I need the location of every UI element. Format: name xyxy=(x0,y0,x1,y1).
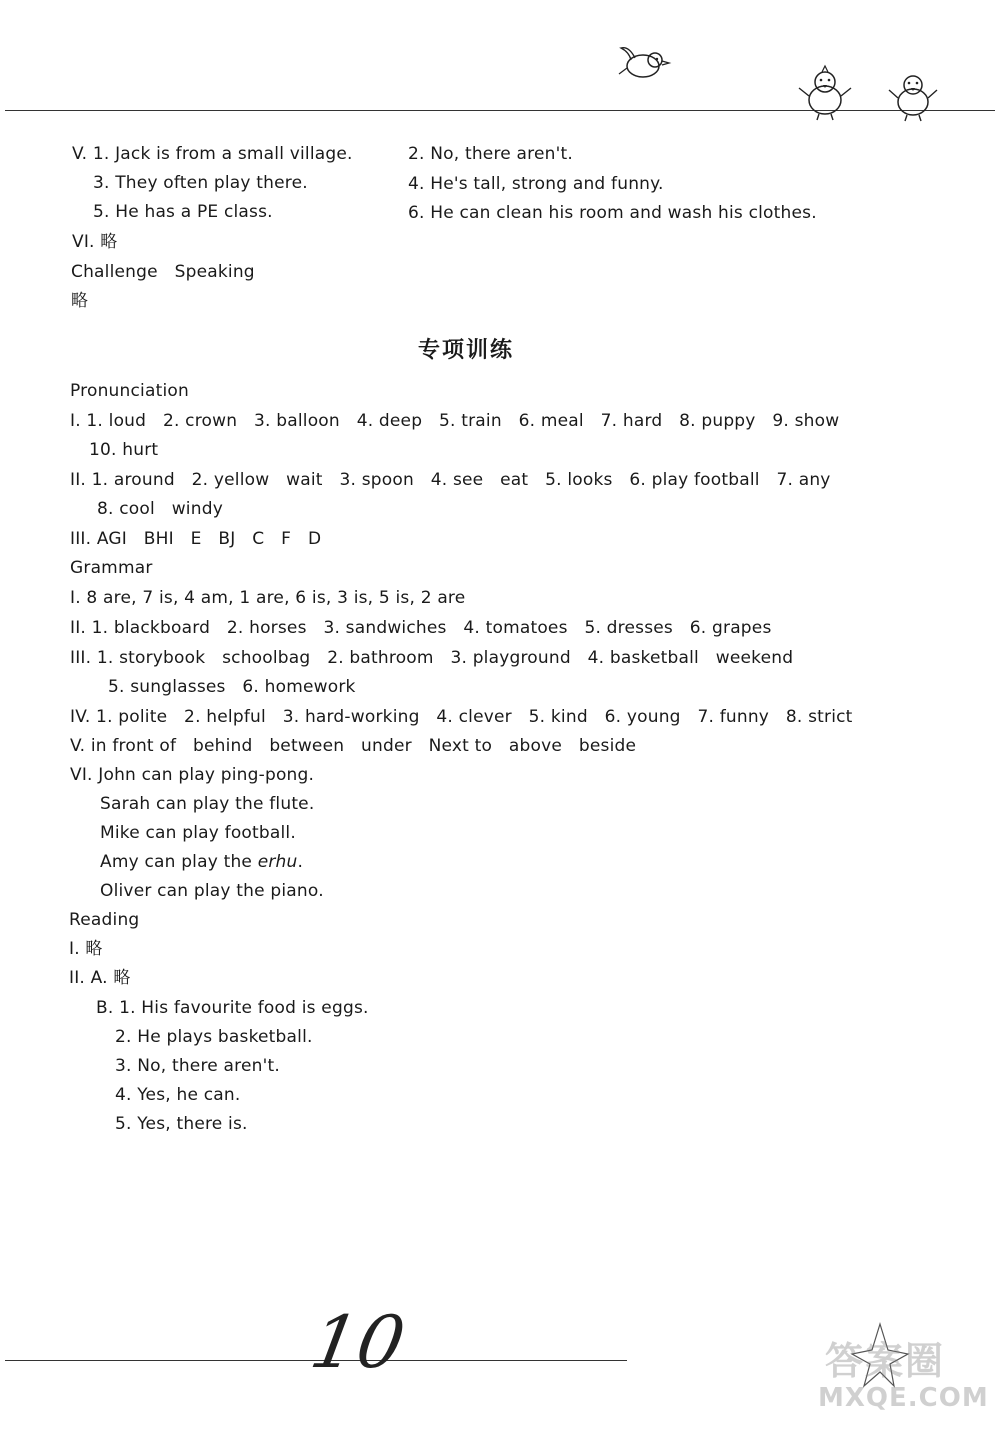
pronunciation-ii-line2: 8. cool windy xyxy=(97,499,223,519)
reading-b-2: 2. He plays basketball. xyxy=(115,1027,313,1047)
reading-b-5: 5. Yes, there is. xyxy=(115,1114,248,1134)
answer-v-5: 5. He has a PE class. xyxy=(93,202,273,222)
answer-v-2: 2. No, there aren't. xyxy=(408,144,573,164)
chick-left-icon xyxy=(795,62,855,124)
chick-right-icon xyxy=(885,66,941,124)
bird-flying-icon xyxy=(615,40,675,85)
grammar-vi-2: Sarah can play the flute. xyxy=(100,794,315,814)
grammar-vi-4 xyxy=(100,851,303,873)
grammar-vi-4-text: Amy can play the xyxy=(100,852,258,872)
challenge-answer: 略 xyxy=(71,291,89,311)
watermark-logo: 答案圈 xyxy=(825,1339,946,1383)
answer-v-4: 4. He's tall, strong and funny. xyxy=(408,174,664,194)
answer-v-1: V. 1. Jack is from a small village. xyxy=(72,144,353,164)
answer-vi: VI. 略 xyxy=(72,232,118,252)
reading-ii-a: II. A. 略 xyxy=(69,968,131,988)
grammar-iii-line1: III. 1. storybook schoolbag 2. bathroom 3. playground 4. basketball weekend xyxy=(70,648,794,668)
grammar-heading: Grammar xyxy=(70,558,153,578)
grammar-iii-line2: 5. sunglasses 6. homework xyxy=(108,677,356,697)
answer-v-6: 6. He can clean his room and wash his clothes. xyxy=(408,203,817,223)
pronunciation-i-line1: I. 1. loud 2. crown 3. balloon 4. deep 5. train 6. meal 7. hard 8. puppy 9. show xyxy=(70,411,840,431)
grammar-vi-4-erhu: erhu xyxy=(257,852,298,872)
grammar-vi-4-period: . xyxy=(297,852,304,872)
pronunciation-i-line2: 10. hurt xyxy=(89,440,159,460)
page-number: 10 xyxy=(304,1300,412,1384)
grammar-i: I. 8 are, 7 is, 4 am, 1 are, 6 is, 3 is, 5 is, 2 are xyxy=(70,588,466,608)
pronunciation-ii-line1: II. 1. around 2. yellow wait 3. spoon 4. see eat 5. looks 6. play football 7. any xyxy=(70,470,831,490)
pronunciation-heading: Pronunciation xyxy=(70,381,189,401)
pronunciation-iii: III. AGI BHI E BJ C F D xyxy=(70,529,322,549)
reading-b-4: 4. Yes, he can. xyxy=(115,1085,241,1105)
grammar-ii: II. 1. blackboard 2. horses 3. sandwiches 4. tomatoes 5. dresses 6. grapes xyxy=(70,618,772,638)
answer-v-3: 3. They often play there. xyxy=(93,173,308,193)
page-title: 专项训练 xyxy=(418,337,515,363)
grammar-iv: IV. 1. polite 2. helpful 3. hard-working 4. clever 5. kind 6. young 7. funny 8. strict xyxy=(70,707,853,727)
reading-heading: Reading xyxy=(69,910,140,930)
grammar-vi-3: Mike can play football. xyxy=(100,823,296,843)
reading-b-1: B. 1. His favourite food is eggs. xyxy=(96,998,369,1018)
grammar-v: V. in front of behind between under Next to above beside xyxy=(70,736,637,756)
grammar-vi-5: Oliver can play the piano. xyxy=(100,881,324,901)
reading-i: I. 略 xyxy=(69,939,103,959)
challenge-heading: Challenge Speaking xyxy=(71,262,255,282)
reading-b-3: 3. No, there aren't. xyxy=(115,1056,280,1076)
watermark-url: MXQE.COM xyxy=(818,1383,989,1413)
grammar-vi-1: VI. John can play ping-pong. xyxy=(70,765,315,785)
